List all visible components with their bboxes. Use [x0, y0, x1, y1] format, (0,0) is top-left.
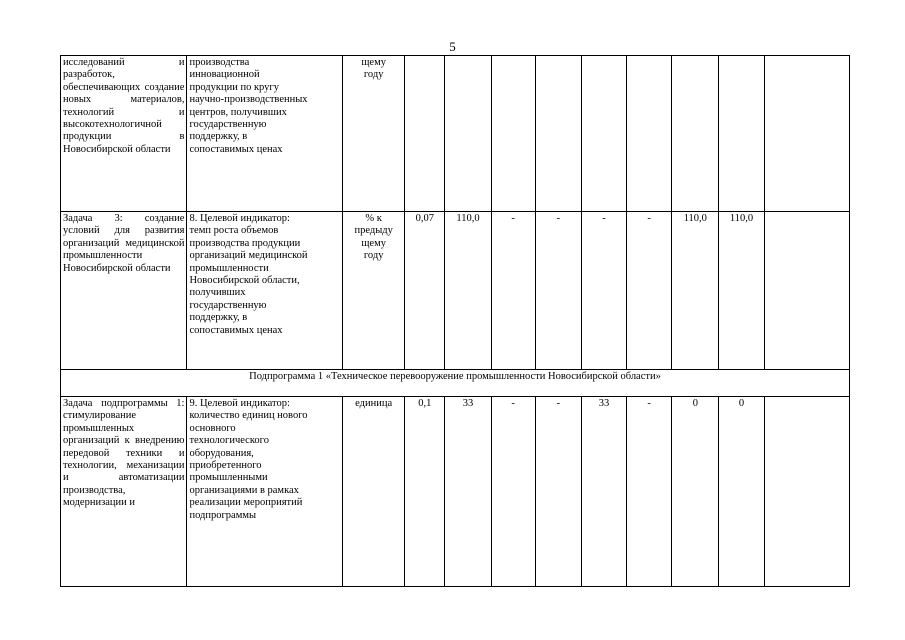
- indicator-cell: 8. Целевой индикатор: темп роста объемов производства продукции организаций медицинской промышленности Новосибирской области, получивших государственную поддержку, в сопоставимых ценах: [187, 212, 343, 370]
- table-row: [61, 397, 850, 587]
- value-cell: -: [535, 212, 581, 370]
- value-cell: 33: [581, 397, 626, 587]
- value-cell: 110,0: [672, 212, 719, 370]
- value-cell: [445, 56, 491, 212]
- value-cell: -: [581, 212, 626, 370]
- value-cell: 0,1: [405, 397, 445, 587]
- value-cell: 0,07: [405, 212, 445, 370]
- unit-cell: единица: [343, 397, 405, 587]
- unit-cell: щему году: [343, 56, 405, 212]
- value-cell: -: [491, 212, 535, 370]
- value-cell: 0: [672, 397, 719, 587]
- value-cell: [491, 56, 535, 212]
- value-cell: 0: [719, 397, 764, 587]
- value-cell: -: [491, 397, 535, 587]
- value-cell: [581, 56, 626, 212]
- subprogram-header: Подпрограмма 1 «Техническое перевооружение промышленности Новосибирской области»: [61, 370, 850, 397]
- table-row: [61, 56, 850, 212]
- value-cell: [627, 56, 672, 212]
- indicators-table: [60, 55, 850, 587]
- value-cell: [764, 212, 849, 370]
- task-cell: исследований и разработок, обеспечивающих создание новых материалов, технологий и высокотехнологичной продукции в Новосибирской области: [61, 56, 187, 212]
- value-cell: 110,0: [445, 212, 491, 370]
- value-cell: [405, 56, 445, 212]
- value-cell: [719, 56, 764, 212]
- task-cell: Задача 3: создание условий для развития организаций медицинской промышленности Новосибирской области: [61, 212, 187, 370]
- value-cell: [764, 56, 849, 212]
- value-cell: -: [627, 212, 672, 370]
- table-row: [61, 370, 850, 397]
- value-cell: 33: [445, 397, 491, 587]
- unit-cell: % к предыду щему году: [343, 212, 405, 370]
- table-row: [61, 212, 850, 370]
- value-cell: -: [627, 397, 672, 587]
- value-cell: [672, 56, 719, 212]
- value-cell: -: [535, 397, 581, 587]
- value-cell: [764, 397, 849, 587]
- page-number: 5: [449, 39, 456, 54]
- indicator-cell: 9. Целевой индикатор: количество единиц нового основного технологического оборудования, приобретенного промышленными организациями в рамках реализации мероприятий подпрограммы: [187, 397, 343, 587]
- indicator-cell: производства инновационной продукции по кругу научно-производственных центров, получивших государственную поддержку, в сопоставимых ценах: [187, 56, 343, 212]
- value-cell: [535, 56, 581, 212]
- value-cell: 110,0: [719, 212, 764, 370]
- task-cell: Задача подпрограммы 1: стимулирование промышленных организаций к внедрению передовой техники и технологии, механизации и автоматизации производства, модернизации и: [61, 397, 187, 587]
